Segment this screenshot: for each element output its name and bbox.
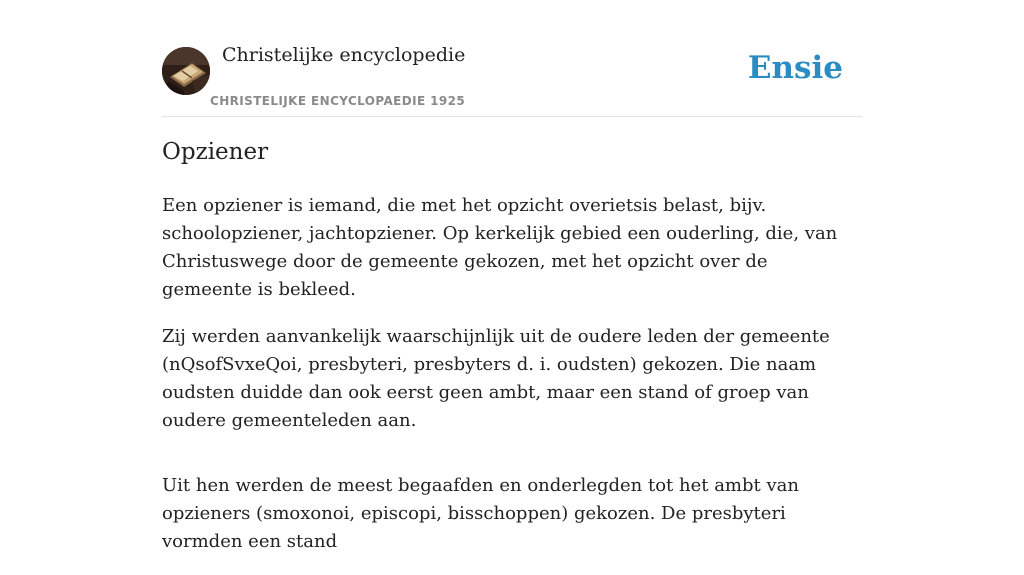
encyclopedia-avatar[interactable] <box>162 47 210 95</box>
book-photo-icon <box>162 47 210 95</box>
brand-logo[interactable]: Ensie <box>747 50 843 86</box>
page-container <box>162 0 862 552</box>
encyclopedia-edition: CHRISTELIJKE ENCYCLOPAEDIE 1925 <box>210 94 466 108</box>
site-title[interactable]: Christelijke encyclopedie <box>222 44 466 66</box>
page-title: Opziener <box>162 139 269 165</box>
article-paragraph: Uit hen werden de meest begaafden en onderlegden tot het ambt van opzieners (smoxonoi, episcopi, bisschoppen) gekozen. De presbyteri vormden een stand <box>162 475 799 552</box>
site-header <box>162 0 862 117</box>
article-paragraph: Een opziener is iemand, die met het opzicht overietsis belast, bijv. schoolopziener, jachtopziener. Op kerkelijk gebied een ouderling, die, van Christuswege door de gemeente gekozen, met het opzicht over de gemeente is bekleed. <box>162 195 838 300</box>
article-body <box>162 192 862 575</box>
article-paragraph: Zij werden aanvankelijk waarschijnlijk uit de oudere leden der gemeente (nQsofSvxeQoi, presbyteri, presbyters d. i. oudsten) gekozen. Die naam oudsten duidde dan ook eerst geen ambt, maar een stand of groep van oudere gemeenteleden aan. <box>162 326 830 431</box>
